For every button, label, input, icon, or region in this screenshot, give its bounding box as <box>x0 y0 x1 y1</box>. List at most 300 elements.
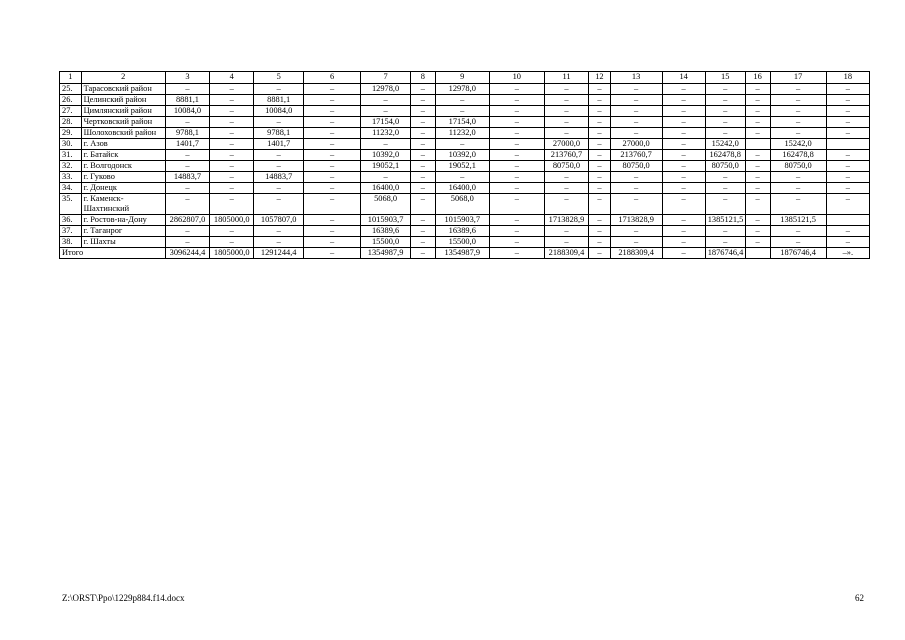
table-cell: 16389,6 <box>435 226 489 237</box>
table-cell: – <box>254 150 304 161</box>
table-cell: – <box>254 183 304 194</box>
table-cell: 15242,0 <box>770 139 826 150</box>
table-cell: 80750,0 <box>770 161 826 172</box>
table-cell: – <box>435 95 489 106</box>
table-cell: – <box>662 248 705 259</box>
table-cell: – <box>770 226 826 237</box>
column-header: 16 <box>745 72 770 84</box>
table-cell: – <box>489 237 544 248</box>
table-cell: 1057807,0 <box>254 215 304 226</box>
table-cell: – <box>489 139 544 150</box>
table-cell: – <box>210 139 254 150</box>
table-cell: 16400,0 <box>361 183 411 194</box>
table-cell: – <box>304 95 361 106</box>
region-name: Чертковский район <box>81 117 165 128</box>
table-cell: 80750,0 <box>544 161 588 172</box>
table-cell: – <box>589 117 611 128</box>
table-cell: – <box>304 106 361 117</box>
table-cell: – <box>304 248 361 259</box>
table-cell: – <box>489 150 544 161</box>
table-cell: – <box>610 183 662 194</box>
table-cell: – <box>304 139 361 150</box>
table-cell: – <box>544 237 588 248</box>
table-cell: – <box>410 161 435 172</box>
table-cell: – <box>544 183 588 194</box>
table-cell: – <box>589 172 611 183</box>
total-label: Итого <box>60 248 166 259</box>
row-number: 25. <box>60 84 82 95</box>
table-cell: – <box>826 84 869 95</box>
table-cell: – <box>489 95 544 106</box>
column-header: 14 <box>662 72 705 84</box>
table-cell: – <box>662 183 705 194</box>
table-cell: – <box>662 128 705 139</box>
table-cell: – <box>770 95 826 106</box>
table-cell: – <box>662 226 705 237</box>
table-cell: 1805000,0 <box>210 248 254 259</box>
column-header: 12 <box>589 72 611 84</box>
table-cell: – <box>410 150 435 161</box>
table-cell: – <box>826 106 869 117</box>
table-cell: – <box>745 150 770 161</box>
table-cell: – <box>662 84 705 95</box>
table-cell: 1876746,4 <box>770 248 826 259</box>
table-cell: – <box>544 95 588 106</box>
table-cell: – <box>435 139 489 150</box>
table-cell: – <box>589 95 611 106</box>
row-number: 31. <box>60 150 82 161</box>
table-cell: – <box>410 117 435 128</box>
table-cell: – <box>662 215 705 226</box>
table-cell: 2188309,4 <box>544 248 588 259</box>
table-cell: – <box>589 139 611 150</box>
table-cell: 15500,0 <box>435 237 489 248</box>
table-row <box>60 172 870 183</box>
table-cell: 1015903,7 <box>435 215 489 226</box>
table-cell: 1876746,4 <box>705 248 745 259</box>
table-cell: 1385121,5 <box>770 215 826 226</box>
table-cell: – <box>745 84 770 95</box>
column-header: 13 <box>610 72 662 84</box>
table-cell: – <box>705 172 745 183</box>
table-cell: – <box>662 106 705 117</box>
table-cell: – <box>489 128 544 139</box>
table-cell: – <box>745 161 770 172</box>
table-cell: – <box>254 237 304 248</box>
table-cell: 2862807,0 <box>165 215 209 226</box>
table-cell: –». <box>826 248 869 259</box>
table-cell: – <box>410 139 435 150</box>
table-cell: 213760,7 <box>544 150 588 161</box>
column-header: 18 <box>826 72 869 84</box>
table-cell: – <box>165 183 209 194</box>
table-cell: – <box>826 150 869 161</box>
table-cell: – <box>254 226 304 237</box>
table-cell: 19052,1 <box>361 161 411 172</box>
table-cell: – <box>361 139 411 150</box>
table-cell: – <box>410 226 435 237</box>
table-cell: – <box>304 183 361 194</box>
table-cell: – <box>210 150 254 161</box>
table-cell: – <box>544 106 588 117</box>
table-cell <box>826 215 869 226</box>
table-cell: – <box>410 172 435 183</box>
table-cell: – <box>589 248 611 259</box>
table-cell: – <box>435 106 489 117</box>
table-row <box>60 117 870 128</box>
table-cell: – <box>304 215 361 226</box>
table-cell: – <box>361 95 411 106</box>
table-cell: – <box>770 128 826 139</box>
table-cell: – <box>489 194 544 215</box>
table-cell: – <box>610 172 662 183</box>
table-cell: – <box>705 128 745 139</box>
table-cell: – <box>210 161 254 172</box>
region-name: Шолоховский район <box>81 128 165 139</box>
row-number: 36. <box>60 215 82 226</box>
table-cell: – <box>745 172 770 183</box>
table-cell: – <box>410 84 435 95</box>
table-cell: – <box>435 172 489 183</box>
table-cell: 213760,7 <box>610 150 662 161</box>
table-cell: – <box>210 84 254 95</box>
table-cell: 14883,7 <box>165 172 209 183</box>
table-cell: – <box>489 248 544 259</box>
table-cell: – <box>589 183 611 194</box>
table-cell: – <box>770 172 826 183</box>
column-header: 8 <box>410 72 435 84</box>
table-cell: – <box>304 128 361 139</box>
table-cell: – <box>489 226 544 237</box>
table-cell: 8881,1 <box>254 95 304 106</box>
row-number: 29. <box>60 128 82 139</box>
table-cell: 1713828,9 <box>544 215 588 226</box>
table-cell: – <box>826 226 869 237</box>
table-cell: – <box>745 215 770 226</box>
table-cell: – <box>589 161 611 172</box>
table-cell: – <box>210 237 254 248</box>
data-table <box>59 71 870 259</box>
table-cell: – <box>361 106 411 117</box>
region-name: г. Таганрог <box>81 226 165 237</box>
table-cell: – <box>304 172 361 183</box>
table-cell: – <box>304 226 361 237</box>
column-header: 3 <box>165 72 209 84</box>
table-cell: – <box>410 215 435 226</box>
table-cell: – <box>410 183 435 194</box>
table-cell: – <box>705 183 745 194</box>
table-cell: 162478,8 <box>705 150 745 161</box>
table-cell: – <box>745 226 770 237</box>
table-cell: – <box>705 106 745 117</box>
table-row <box>60 150 870 161</box>
region-name: г. Шахты <box>81 237 165 248</box>
row-number: 34. <box>60 183 82 194</box>
table-row <box>60 139 870 150</box>
table-row <box>60 215 870 226</box>
table-cell: – <box>826 237 869 248</box>
table-cell: 2188309,4 <box>610 248 662 259</box>
table-cell <box>826 139 869 150</box>
row-number: 28. <box>60 117 82 128</box>
table-cell: – <box>254 194 304 215</box>
table-cell: – <box>589 194 611 215</box>
table-cell: – <box>489 84 544 95</box>
table-cell: – <box>826 194 869 215</box>
table-cell: – <box>589 84 611 95</box>
table-cell: – <box>210 128 254 139</box>
table-cell: – <box>770 237 826 248</box>
total-row <box>60 248 870 259</box>
table-cell: – <box>705 84 745 95</box>
table-cell: – <box>489 172 544 183</box>
table-cell: – <box>410 237 435 248</box>
table-cell: 8881,1 <box>165 95 209 106</box>
table-cell: – <box>826 117 869 128</box>
table-cell: 9788,1 <box>254 128 304 139</box>
table-cell: – <box>254 84 304 95</box>
table-cell: – <box>165 194 209 215</box>
table-cell: – <box>705 117 745 128</box>
table-cell: 80750,0 <box>705 161 745 172</box>
table-cell: – <box>610 194 662 215</box>
table-cell: – <box>705 226 745 237</box>
table-cell: 3096244,4 <box>165 248 209 259</box>
table-cell: – <box>544 172 588 183</box>
table-cell: – <box>165 84 209 95</box>
column-header: 11 <box>544 72 588 84</box>
table-cell: – <box>745 95 770 106</box>
table-cell: – <box>610 237 662 248</box>
column-header: 4 <box>210 72 254 84</box>
region-name: г. Волгодонск <box>81 161 165 172</box>
table-cell: – <box>544 194 588 215</box>
row-number: 30. <box>60 139 82 150</box>
table-cell: – <box>662 95 705 106</box>
table-cell: 1713828,9 <box>610 215 662 226</box>
table-cell: – <box>210 194 254 215</box>
table-cell: 9788,1 <box>165 128 209 139</box>
table-cell: – <box>489 183 544 194</box>
table-cell: 16389,6 <box>361 226 411 237</box>
table-cell: – <box>410 248 435 259</box>
table-cell <box>745 139 770 150</box>
table-row <box>60 183 870 194</box>
region-name: г. Азов <box>81 139 165 150</box>
table-cell: – <box>662 237 705 248</box>
table-cell: 12978,0 <box>361 84 411 95</box>
row-number: 38. <box>60 237 82 248</box>
table-cell: 80750,0 <box>610 161 662 172</box>
table-cell: – <box>210 183 254 194</box>
table-cell: 12978,0 <box>435 84 489 95</box>
table-cell: – <box>610 106 662 117</box>
table-cell: 10084,0 <box>165 106 209 117</box>
region-name: Тарасовский район <box>81 84 165 95</box>
table-cell: 1805000,0 <box>210 215 254 226</box>
column-header: 15 <box>705 72 745 84</box>
region-name: Цимлянский район <box>81 106 165 117</box>
table-cell: – <box>610 226 662 237</box>
table-row <box>60 128 870 139</box>
table-cell: – <box>165 117 209 128</box>
row-number: 27. <box>60 106 82 117</box>
table-cell: – <box>705 95 745 106</box>
table-cell: – <box>544 128 588 139</box>
table-cell: – <box>589 150 611 161</box>
table-cell: – <box>770 106 826 117</box>
table-cell: – <box>589 237 611 248</box>
table-row <box>60 95 870 106</box>
table-cell: – <box>826 161 869 172</box>
row-number: 33. <box>60 172 82 183</box>
region-name: Целинский район <box>81 95 165 106</box>
table-cell: – <box>489 106 544 117</box>
column-header: 10 <box>489 72 544 84</box>
table-cell: – <box>662 150 705 161</box>
table-cell: – <box>361 172 411 183</box>
table-cell: – <box>210 95 254 106</box>
table-cell: – <box>304 194 361 215</box>
table-cell: – <box>826 128 869 139</box>
table-cell: – <box>610 84 662 95</box>
table-row <box>60 226 870 237</box>
table-cell: – <box>589 226 611 237</box>
table-row <box>60 237 870 248</box>
table-cell: – <box>662 194 705 215</box>
column-header: 5 <box>254 72 304 84</box>
table-cell: – <box>210 117 254 128</box>
table-cell: – <box>662 161 705 172</box>
table-cell: 27000,0 <box>544 139 588 150</box>
table-cell: – <box>745 106 770 117</box>
table-cell: 1015903,7 <box>361 215 411 226</box>
table-cell: – <box>662 139 705 150</box>
table-cell: – <box>489 117 544 128</box>
table-cell: – <box>254 117 304 128</box>
table-cell: – <box>610 117 662 128</box>
table-cell: 10392,0 <box>361 150 411 161</box>
table-cell: – <box>210 106 254 117</box>
table-cell: 17154,0 <box>435 117 489 128</box>
table-cell: – <box>304 161 361 172</box>
region-name: г. Ростов-на-Дону <box>81 215 165 226</box>
table-cell: – <box>610 128 662 139</box>
table-cell: – <box>589 106 611 117</box>
table-cell: – <box>770 84 826 95</box>
table-cell: – <box>254 161 304 172</box>
table-cell: 10084,0 <box>254 106 304 117</box>
region-name: г. Батайск <box>81 150 165 161</box>
column-header: 17 <box>770 72 826 84</box>
table-cell: – <box>304 237 361 248</box>
table-cell: – <box>410 194 435 215</box>
table-cell: – <box>610 95 662 106</box>
table-cell: – <box>489 215 544 226</box>
table-cell: 11232,0 <box>361 128 411 139</box>
table-cell: 1291244,4 <box>254 248 304 259</box>
table-cell: 5068,0 <box>435 194 489 215</box>
table-cell: 1354987,9 <box>361 248 411 259</box>
table-cell: – <box>589 215 611 226</box>
row-number: 26. <box>60 95 82 106</box>
row-number: 35. <box>60 194 82 215</box>
table-cell: – <box>662 172 705 183</box>
column-header: 6 <box>304 72 361 84</box>
table-cell: 162478,8 <box>770 150 826 161</box>
table-cell: – <box>210 172 254 183</box>
table-cell: 1401,7 <box>165 139 209 150</box>
table-cell: – <box>826 95 869 106</box>
footer-file-path: Z:\ORST\Ppo\1229p884.f14.docx <box>62 593 185 603</box>
table-cell: – <box>745 194 770 215</box>
table-cell: 5068,0 <box>361 194 411 215</box>
table-cell: – <box>770 117 826 128</box>
table-cell: – <box>589 128 611 139</box>
table-cell: – <box>165 237 209 248</box>
table-header-row <box>60 72 870 84</box>
table-cell: – <box>544 84 588 95</box>
table-cell: 1401,7 <box>254 139 304 150</box>
column-header: 1 <box>60 72 82 84</box>
region-name: г. Каменск-Шахтинский <box>81 194 165 215</box>
row-number: 37. <box>60 226 82 237</box>
table-cell: 15242,0 <box>705 139 745 150</box>
table-cell: – <box>745 128 770 139</box>
table-cell: – <box>410 106 435 117</box>
region-name: г. Донецк <box>81 183 165 194</box>
table-cell: 1385121,5 <box>705 215 745 226</box>
table-cell: – <box>770 194 826 215</box>
table-cell: – <box>745 183 770 194</box>
table-row <box>60 84 870 95</box>
table-cell: – <box>410 128 435 139</box>
table-cell: – <box>745 117 770 128</box>
table-cell: – <box>165 161 209 172</box>
table-cell: – <box>304 150 361 161</box>
table-cell: – <box>544 226 588 237</box>
table-cell: 10392,0 <box>435 150 489 161</box>
table-row <box>60 161 870 172</box>
table-cell: – <box>544 117 588 128</box>
table-row <box>60 106 870 117</box>
footer-page-number: 62 <box>855 593 864 603</box>
table-cell: 17154,0 <box>361 117 411 128</box>
table-cell: 1354987,9 <box>435 248 489 259</box>
column-header: 9 <box>435 72 489 84</box>
table-cell: – <box>826 172 869 183</box>
table-cell: – <box>165 150 209 161</box>
column-header: 2 <box>81 72 165 84</box>
table-cell: 14883,7 <box>254 172 304 183</box>
table-cell: – <box>662 117 705 128</box>
region-name: г. Гуково <box>81 172 165 183</box>
table-cell: – <box>410 95 435 106</box>
table-row <box>60 194 870 215</box>
table-cell: – <box>489 161 544 172</box>
table-cell: – <box>210 226 254 237</box>
table-cell: 27000,0 <box>610 139 662 150</box>
table-cell: – <box>826 183 869 194</box>
table-cell: 16400,0 <box>435 183 489 194</box>
table-cell: 19052,1 <box>435 161 489 172</box>
table-cell: – <box>304 84 361 95</box>
table-cell: – <box>705 237 745 248</box>
table-cell: – <box>745 237 770 248</box>
table-cell: 15500,0 <box>361 237 411 248</box>
table-cell <box>745 248 770 259</box>
table-cell: 11232,0 <box>435 128 489 139</box>
